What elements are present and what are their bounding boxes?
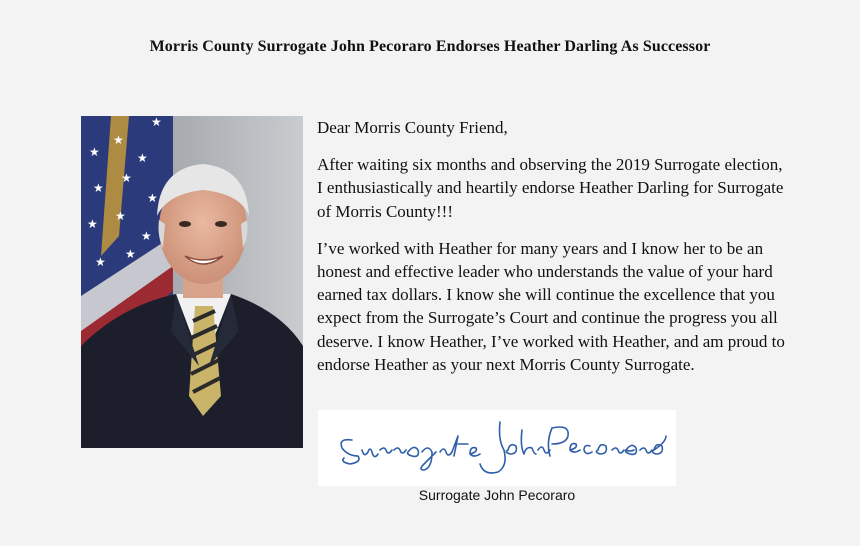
svg-text:★: ★	[89, 145, 100, 159]
svg-text:★: ★	[147, 191, 158, 205]
signature-drawing	[318, 410, 676, 486]
letter-salutation: Dear Morris County Friend,	[317, 118, 508, 137]
svg-text:★: ★	[125, 247, 136, 261]
svg-text:★: ★	[137, 151, 148, 165]
svg-text:★: ★	[141, 229, 152, 243]
svg-text:★: ★	[115, 209, 126, 223]
svg-text:★: ★	[151, 116, 162, 129]
svg-text:★: ★	[93, 181, 104, 195]
letter-paragraph-2: I’ve worked with Heather for many years and I know her to be an honest and effective leader who understands the value of your hard earned tax dollars. I know she will continue the excellence that you expect from the Surrogate’s Court and continue the progress you all deserve. I know Heather, I’ve worked with Heather, and am proud to endorse Heather as your next Morris County Surrogate.	[317, 238, 785, 374]
page-title: Morris County Surrogate John Pecoraro Endorses Heather Darling As Successor	[149, 38, 711, 55]
letter-paragraph-1: After waiting six months and observing the 2019 Surrogate election, I enthusiastically and heartily endorse Heather Darling for Surrogate of Morris County!!!	[317, 155, 784, 221]
svg-text:★: ★	[113, 133, 124, 147]
handwritten-signature	[318, 410, 676, 486]
portrait-illustration	[81, 116, 303, 448]
svg-text:★: ★	[95, 255, 106, 269]
endorsement-letter	[317, 116, 787, 390]
signature-printed-name: Surrogate John Pecoraro	[418, 487, 576, 503]
portrait-photo	[81, 116, 303, 448]
svg-text:★: ★	[121, 171, 132, 185]
svg-text:★: ★	[87, 217, 98, 231]
